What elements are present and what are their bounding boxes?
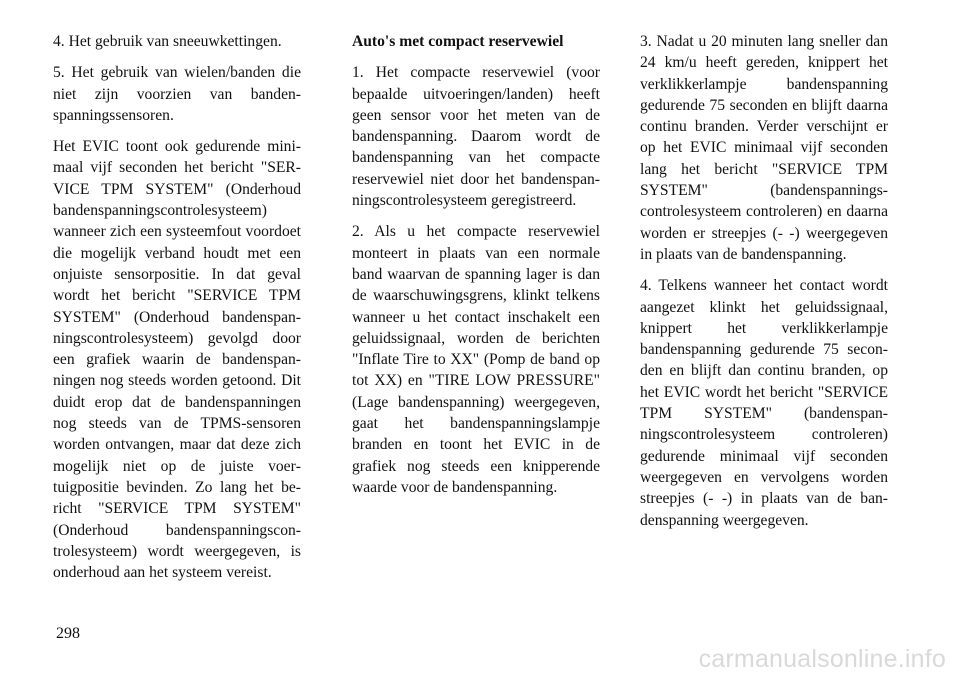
text-column-3 — [640, 31, 888, 541]
list-item-spare-mounted: 2. Als u het compacte reservewiel monteert in plaats van een normale band waarvan de spanning lager is dan de waarschuwingsgrens, klinkt telkens wanneer u het contact inschakelt een geluidssignaal, worden de berichten "Inflate Tire to XX" (Pomp de band op tot XX) en "TIRE LOW PRESSURE" (Lage bandenspanning) weergegeven, gaat het bandenspanningslampje branden en toont het EVIC in de grafiek nog steeds een knipperende waarde voor de bandenspanning. — [352, 223, 600, 496]
section-heading-compact-spare: Auto's met compact reservewiel — [352, 33, 564, 50]
text-column-2 — [352, 31, 600, 508]
list-item-snow-chains: 4. Het gebruik van sneeuwkettingen. — [53, 33, 282, 50]
list-item-spare-no-sensor: 1. Het compacte reservewiel (voor bepaalde uitvoeringen/landen) heeft geen sensor voor het meten van de bandenspanning. Daarom wordt de bandenspanning van het compacte reservewiel niet door het bandenspanningscontrolesysteem geregistreerd. — [352, 64, 600, 210]
list-item-after-20-minutes: 3. Nadat u 20 minuten lang sneller dan 24 km/u heeft gereden, knippert het verklikkerlampje bandenspanning gedurende 75 seconden en blijft daarna continu branden. Verder verschijnt er op het EVIC minimaal vijf seconden lang het bericht "SERVICE TPM SYSTEM" (bandenspanningscontrolesysteem controleren) en daarna worden er streepjes (- -) weergegeven in plaats van de bandenspanning. — [640, 33, 888, 263]
watermark: carmanualsonline.info — [698, 645, 946, 673]
paragraph-evic-service-message: Het EVIC toont ook gedurende minimaal vijf seconden het bericht "SERVICE TPM SYSTEM" (Onderhoud bandenspanningscontrolesysteem) wanneer zich een systeemfout voordoet die mogelijk verband houdt met een onjuiste sensorpositie. In dat geval wordt het bericht "SERVICE TPM SYSTEM" (Onderhoud bandenspanningscontrolesysteem) gevolgd door een grafiek waarin de bandenspanningen nog steeds worden getoond. Dit duidt erop dat de bandenspanningen nog steeds van de TPMS-sensoren worden ontvangen, maar dat deze zich mogelijk niet op de juiste voertuigpositie bevinden. Zo lang het bericht "SERVICE TPM SYSTEM" (Onderhoud bandenspanningscontrolesysteem) wordt weergegeven, is onderhoud aan het systeem vereist. — [53, 138, 301, 582]
text-column-1 — [53, 31, 301, 593]
page-number: 298 — [56, 625, 80, 642]
list-item-wheels-without-sensors: 5. Het gebruik van wielen/banden die niet zijn voorzien van bandenspanningssensoren. — [53, 64, 301, 124]
list-item-each-ignition: 4. Telkens wanneer het contact wordt aangezet klinkt het geluidssignaal, knippert het verklikkerlampje bandenspanning gedurende 75 seconden en blijft dan continu branden, op het EVIC wordt het bericht "SERVICE TPM SYSTEM" (bandenspanningscontrolesysteem controleren) gedurende minimaal vijf seconden weergegeven en vervolgens worden streepjes (- -) in plaats van de bandenspanning weergegeven. — [640, 277, 888, 529]
